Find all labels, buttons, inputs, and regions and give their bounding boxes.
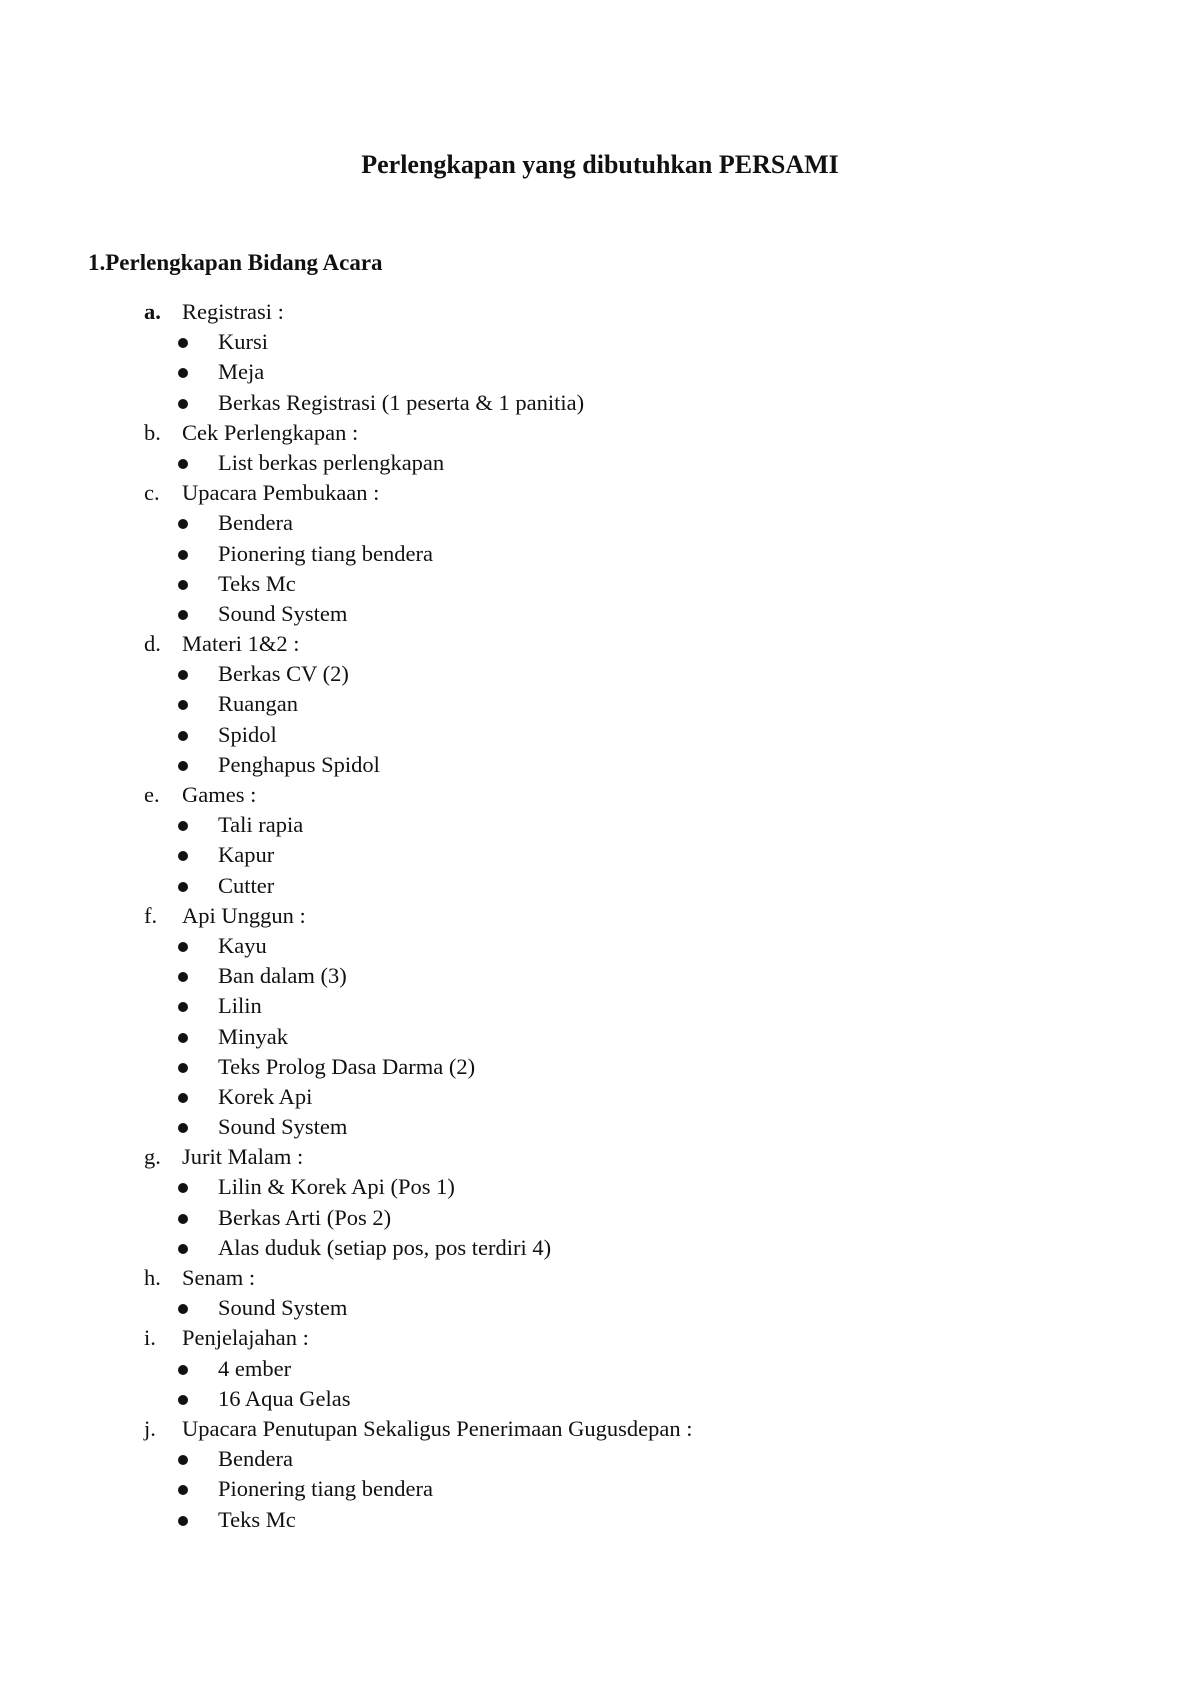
equipment-outline — [0, 297, 1200, 1535]
section-heading: 1.Perlengkapan Bidang Acara — [88, 250, 383, 275]
list-item-label: Penjelajahan : — [182, 1325, 309, 1351]
sub-list-item-label: Sound System — [218, 1114, 348, 1140]
list-letter-marker: a. — [144, 299, 161, 324]
bullet-icon — [178, 338, 188, 348]
sub-list-item-label: Minyak — [218, 1023, 288, 1049]
sub-list-item — [0, 659, 1200, 689]
bullet-icon — [178, 399, 188, 409]
sub-list-item — [0, 539, 1200, 569]
sub-list-item-label: Bendera — [218, 510, 293, 536]
bullet-icon — [178, 550, 188, 560]
document-title: Perlengkapan yang dibutuhkan PERSAMI — [361, 150, 839, 179]
bullet-icon — [178, 851, 188, 861]
sub-list-item-label: Pionering tiang bendera — [218, 540, 433, 566]
bullet-icon — [178, 1304, 188, 1314]
bullet-icon — [178, 821, 188, 831]
sub-list-item-label: Kursi — [218, 329, 268, 355]
sub-list-item — [0, 327, 1200, 357]
sub-list-item — [0, 991, 1200, 1021]
list-item-label: Cek Perlengkapan : — [182, 419, 359, 445]
sub-list-item-label: Tali rapia — [218, 812, 304, 838]
bullet-icon — [178, 368, 188, 378]
sub-list-item-label: Berkas Registrasi (1 peserta & 1 panitia) — [218, 389, 585, 415]
list-item — [0, 478, 1200, 508]
bullet-icon — [178, 1123, 188, 1133]
list-item-label: Games : — [182, 782, 257, 807]
bullet-icon — [178, 1365, 188, 1375]
list-item-label: Registrasi : — [182, 299, 284, 324]
list-item — [0, 1142, 1200, 1172]
sub-list-item — [0, 1203, 1200, 1233]
sub-list-item — [0, 1082, 1200, 1112]
sub-list-item-label: Cutter — [218, 872, 275, 898]
sub-list-item — [0, 1474, 1200, 1504]
sub-list-item-label: Spidol — [218, 721, 277, 747]
sub-list-item — [0, 1505, 1200, 1535]
sub-list-item-label: 4 ember — [218, 1355, 292, 1381]
sub-list-item-label: Ban dalam (3) — [218, 963, 347, 989]
list-letter-marker: f. — [144, 902, 158, 928]
list-item — [0, 1414, 1200, 1444]
sub-list-item — [0, 1354, 1200, 1384]
sub-list-item-label: Berkas CV (2) — [218, 661, 349, 687]
sub-list-item — [0, 720, 1200, 750]
bullet-icon — [178, 942, 188, 952]
sub-list-item-label: Korek Api — [218, 1083, 313, 1109]
sub-list-item-label: List berkas perlengkapan — [218, 449, 445, 475]
sub-list-item-label: Pionering tiang bendera — [218, 1476, 433, 1502]
sub-list-item — [0, 599, 1200, 629]
list-item — [0, 1323, 1200, 1353]
sub-list-item — [0, 1384, 1200, 1414]
bullet-icon — [178, 1485, 188, 1495]
sub-list-item — [0, 840, 1200, 870]
sub-list-item — [0, 357, 1200, 387]
sub-list-item — [0, 810, 1200, 840]
list-item-label: Upacara Penutupan Sekaligus Penerimaan Gugusdepan : — [182, 1415, 693, 1441]
sub-list-item-label: Lilin — [218, 993, 262, 1019]
list-letter-marker: i. — [144, 1325, 156, 1351]
list-item — [0, 780, 1200, 810]
sub-list-item — [0, 1233, 1200, 1263]
bullet-icon — [178, 1244, 188, 1254]
list-letter-marker: e. — [144, 782, 160, 807]
bullet-icon — [178, 519, 188, 529]
sub-list-item — [0, 448, 1200, 478]
bullet-icon — [178, 1395, 188, 1405]
list-item — [0, 297, 1200, 327]
sub-list-item — [0, 1293, 1200, 1323]
list-item-label: Senam : — [182, 1265, 256, 1290]
sub-list-item-label: Kayu — [218, 932, 267, 958]
bullet-icon — [178, 670, 188, 680]
sub-list-item-label: Teks Mc — [218, 1506, 296, 1532]
sub-list-item — [0, 1022, 1200, 1052]
sub-list-item — [0, 388, 1200, 418]
list-letter-marker: g. — [144, 1144, 161, 1170]
sub-list-item-label: Sound System — [218, 1295, 348, 1321]
sub-list-item-label: Meja — [218, 359, 265, 385]
bullet-icon — [178, 610, 188, 620]
bullet-icon — [178, 1033, 188, 1043]
sub-list-item-label: Kapur — [218, 842, 275, 868]
sub-list-item — [0, 871, 1200, 901]
list-letter-marker: h. — [144, 1265, 161, 1290]
bullet-icon — [178, 580, 188, 590]
bullet-icon — [178, 700, 188, 710]
bullet-icon — [178, 459, 188, 469]
sub-list-item-label: Alas duduk (setiap pos, pos terdiri 4) — [218, 1234, 552, 1260]
bullet-icon — [178, 1063, 188, 1073]
list-letter-marker: j. — [144, 1415, 156, 1441]
sub-list-item — [0, 931, 1200, 961]
list-item-label: Jurit Malam : — [182, 1144, 304, 1170]
sub-list-item — [0, 569, 1200, 599]
sub-list-item-label: Berkas Arti (Pos 2) — [218, 1204, 392, 1230]
bullet-icon — [178, 761, 188, 771]
list-item — [0, 418, 1200, 448]
list-item-label: Upacara Pembukaan : — [182, 480, 380, 506]
list-letter-marker: c. — [144, 480, 160, 506]
list-letter-marker: b. — [144, 419, 161, 445]
bullet-icon — [178, 731, 188, 741]
sub-list-item-label: Sound System — [218, 600, 348, 626]
list-item — [0, 629, 1200, 659]
sub-list-item-label: Ruangan — [218, 691, 298, 717]
bullet-icon — [178, 1214, 188, 1224]
sub-list-item-label: Teks Mc — [218, 570, 296, 596]
sub-list-item — [0, 689, 1200, 719]
bullet-icon — [178, 1093, 188, 1103]
sub-list-item — [0, 1444, 1200, 1474]
sub-list-item — [0, 508, 1200, 538]
sub-list-item-label: Bendera — [218, 1446, 293, 1472]
sub-list-item — [0, 961, 1200, 991]
list-letter-marker: d. — [144, 631, 161, 657]
bullet-icon — [178, 882, 188, 892]
bullet-icon — [178, 1002, 188, 1012]
sub-list-item-label: Lilin & Korek Api (Pos 1) — [218, 1174, 455, 1200]
sub-list-item — [0, 750, 1200, 780]
bullet-icon — [178, 1516, 188, 1526]
bullet-icon — [178, 1455, 188, 1465]
list-item — [0, 901, 1200, 931]
sub-list-item-label: 16 Aqua Gelas — [218, 1385, 351, 1411]
bullet-icon — [178, 972, 188, 982]
sub-list-item-label: Teks Prolog Dasa Darma (2) — [218, 1053, 476, 1079]
list-item-label: Materi 1&2 : — [182, 631, 300, 657]
list-item — [0, 1263, 1200, 1293]
sub-list-item — [0, 1052, 1200, 1082]
list-item-label: Api Unggun : — [182, 902, 306, 928]
sub-list-item-label: Penghapus Spidol — [218, 751, 380, 777]
sub-list-item — [0, 1172, 1200, 1202]
sub-list-item — [0, 1112, 1200, 1142]
bullet-icon — [178, 1183, 188, 1193]
